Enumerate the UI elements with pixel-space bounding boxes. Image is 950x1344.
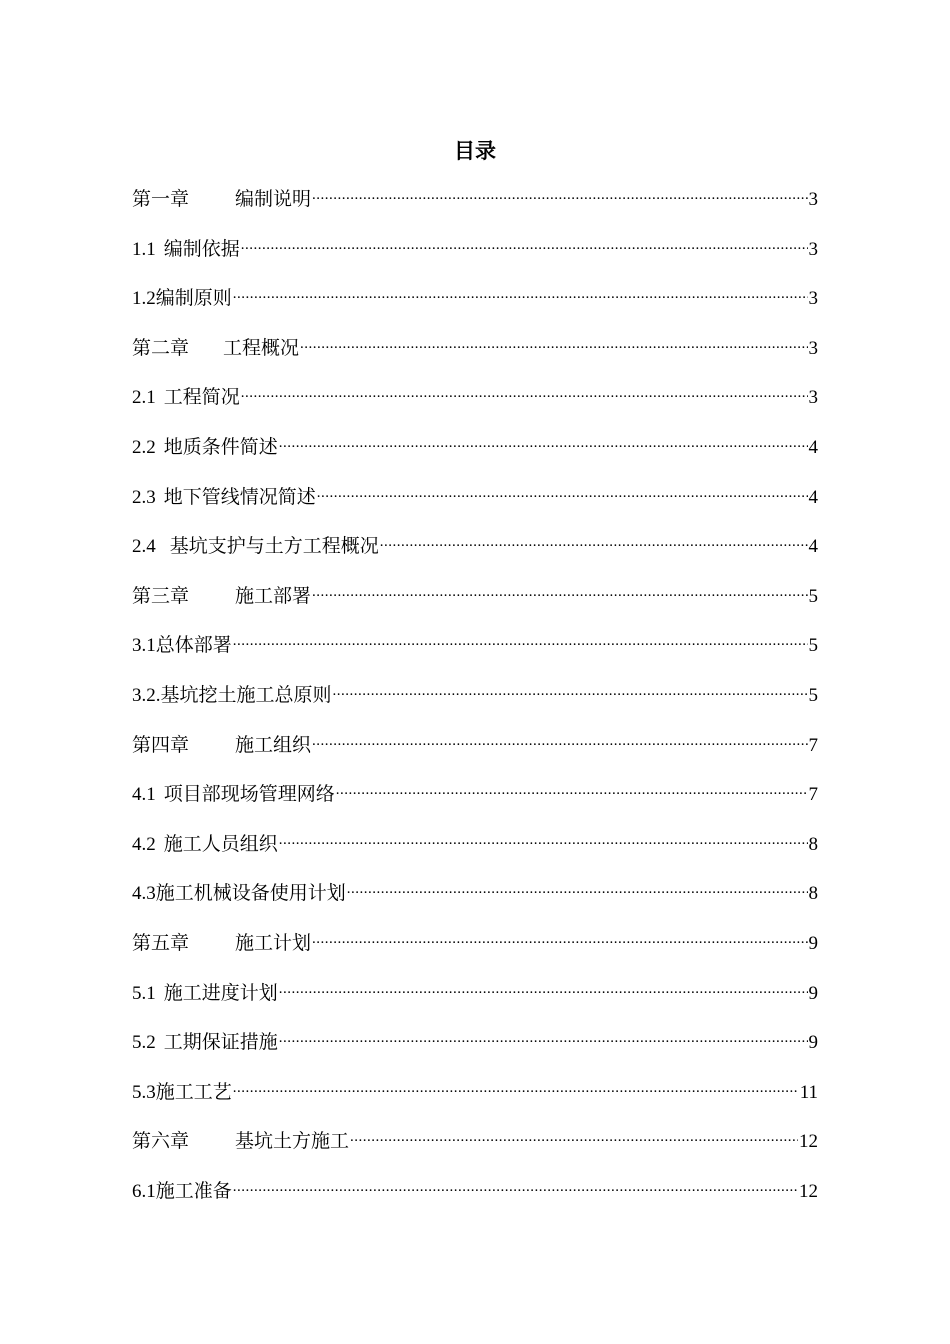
toc-entry-text: 地质条件简述 [163, 436, 278, 458]
toc-dot-leader [380, 533, 808, 552]
toc-dot-leader [312, 186, 807, 205]
toc-entry[interactable] [132, 484, 818, 534]
toc-entry-text: 施工人员组织 [163, 833, 278, 855]
toc-entry-label [132, 880, 346, 908]
toc-dot-leader [233, 632, 808, 651]
toc-entry-label [132, 781, 335, 809]
toc-entry-text: 施工部署 [235, 585, 312, 607]
toc-entry-number: 3.1 [132, 635, 156, 657]
toc-entry-number: 3.2. [132, 684, 161, 706]
toc-entry-label [132, 434, 278, 462]
toc-entry-text: 施工组织 [235, 734, 312, 756]
toc-dot-leader [347, 880, 808, 899]
toc-entry[interactable] [132, 186, 818, 236]
toc-entry-text: 编制说明 [235, 189, 312, 210]
toc-dot-leader [279, 434, 808, 453]
toc-page-number: 12 [799, 1131, 818, 1153]
toc-entry-text: 基坑挖土施工总原则 [160, 684, 332, 706]
toc-entry-number: 2.2 [132, 436, 156, 458]
toc-page-number: 9 [808, 932, 818, 954]
toc-entry-number: 4.3 [132, 883, 156, 905]
toc-page-number: 11 [799, 1081, 818, 1103]
toc-entry-text: 项目部现场管理网络 [163, 784, 335, 806]
toc-page-number: 5 [808, 585, 818, 607]
toc-entry-text: 工程概况 [223, 337, 300, 359]
toc-dot-leader [312, 930, 807, 949]
toc-entry[interactable] [132, 632, 818, 682]
toc-page-number: 7 [808, 734, 818, 756]
toc-entry-label [132, 484, 316, 512]
toc-entry-text: 施工工艺 [155, 1081, 232, 1103]
toc-entry-text: 基坑支护与土方工程概况 [169, 536, 379, 558]
toc-entry-number: 4.2 [132, 833, 156, 855]
toc-entry[interactable] [132, 285, 818, 335]
toc-entry-number: 第二章 [132, 337, 190, 359]
toc-title: 目录 [454, 139, 496, 163]
toc-dot-leader [233, 1178, 798, 1197]
toc-entry-text: 基坑土方施工 [235, 1131, 350, 1153]
toc-entry-number: 2.4 [132, 536, 156, 558]
toc-entry[interactable] [132, 781, 818, 831]
toc-page-number: 3 [808, 288, 818, 310]
toc-page-number: 3 [808, 337, 818, 359]
toc-entry[interactable] [132, 1029, 818, 1079]
toc-entry-number: 1.1 [132, 238, 156, 260]
toc-entry-number: 第一章 [132, 189, 190, 210]
toc-dot-leader [279, 980, 808, 999]
toc-entry[interactable] [132, 930, 818, 980]
toc-dot-leader [336, 781, 808, 800]
toc-entry-number: 6.1 [132, 1180, 156, 1202]
toc-entry-text: 编制依据 [163, 238, 240, 260]
toc-entry[interactable] [132, 831, 818, 881]
toc-page-number: 8 [808, 883, 818, 905]
toc-entry[interactable] [132, 682, 818, 732]
toc-entry-number: 第五章 [132, 932, 190, 954]
toc-entry-number: 2.3 [132, 486, 156, 508]
toc-entry-label [132, 1178, 232, 1206]
toc-page-number: 12 [799, 1180, 818, 1202]
toc-entry-text: 地下管线情况简述 [163, 486, 316, 508]
toc-page-number: 4 [808, 486, 818, 508]
toc-entry-label [132, 384, 240, 412]
toc-entry-label [132, 980, 278, 1008]
toc-entry-text: 施工机械设备使用计划 [155, 883, 346, 905]
toc-entry-label [132, 930, 311, 958]
toc-entry-label [132, 1029, 278, 1057]
toc-entry-label [132, 236, 240, 264]
toc-page-number: 5 [808, 684, 818, 706]
toc-page-number: 3 [808, 238, 818, 260]
toc-dot-leader [233, 285, 808, 304]
toc-dot-leader [279, 831, 808, 850]
toc-page-number: 3 [808, 189, 818, 210]
toc-dot-leader [241, 236, 808, 255]
toc-entry-label [132, 583, 311, 611]
toc-entry-number: 4.1 [132, 784, 156, 806]
toc-dot-leader [350, 1128, 798, 1147]
toc-page-number: 4 [808, 436, 818, 458]
toc-entry-label [132, 186, 311, 214]
toc-entry-label [132, 335, 299, 363]
toc-entry-number: 第六章 [132, 1131, 190, 1153]
toc-entry-text: 工期保证措施 [163, 1032, 278, 1054]
toc-entry-number: 第四章 [132, 734, 190, 756]
toc-entry-label [132, 831, 278, 859]
toc-entry-text: 施工准备 [155, 1180, 232, 1202]
toc-entry-number: 2.1 [132, 387, 156, 409]
toc-entry-label [132, 533, 379, 561]
toc-entry-label [132, 1128, 349, 1156]
toc-entry[interactable] [132, 1128, 818, 1178]
toc-entry[interactable] [132, 583, 818, 633]
toc-dot-leader [241, 384, 808, 403]
toc-page-number: 4 [808, 536, 818, 558]
toc-page-number: 3 [808, 387, 818, 409]
toc-dot-leader [317, 484, 808, 503]
toc-dot-leader [279, 1029, 808, 1048]
table-of-contents [132, 186, 818, 1227]
toc-entry[interactable] [132, 384, 818, 434]
toc-dot-leader [300, 335, 807, 354]
toc-page-number: 8 [808, 833, 818, 855]
toc-entry-text: 施工进度计划 [163, 982, 278, 1004]
toc-entry-label [132, 1079, 232, 1107]
toc-entry[interactable] [132, 533, 818, 583]
toc-entry[interactable] [132, 880, 818, 930]
toc-entry-number: 1.2 [132, 288, 156, 310]
toc-dot-leader [312, 732, 807, 751]
toc-entry[interactable] [132, 980, 818, 1030]
toc-dot-leader [233, 1079, 799, 1098]
toc-entry[interactable] [132, 434, 818, 484]
toc-entry-text: 总体部署 [155, 635, 232, 657]
toc-entry-text: 编制原则 [155, 288, 232, 310]
toc-page-number: 5 [808, 635, 818, 657]
toc-entry-number: 5.2 [132, 1032, 156, 1054]
toc-entry-text: 施工计划 [235, 932, 312, 954]
toc-entry-label [132, 682, 332, 710]
toc-page-number: 7 [808, 784, 818, 806]
toc-entry-number: 5.3 [132, 1081, 156, 1103]
toc-entry[interactable] [132, 1178, 818, 1228]
toc-page-number: 9 [808, 1032, 818, 1054]
toc-entry[interactable] [132, 236, 818, 286]
toc-dot-leader [312, 583, 807, 602]
toc-entry-label [132, 632, 232, 660]
toc-entry-text: 工程简况 [163, 387, 240, 409]
toc-entry-label [132, 285, 232, 313]
toc-entry-number: 5.1 [132, 982, 156, 1004]
toc-entry-number: 第三章 [132, 585, 190, 607]
toc-dot-leader [333, 682, 808, 701]
toc-entry[interactable] [132, 335, 818, 385]
toc-entry[interactable] [132, 732, 818, 782]
toc-entry-label [132, 732, 311, 760]
toc-page-number: 9 [808, 982, 818, 1004]
toc-entry[interactable] [132, 1079, 818, 1129]
